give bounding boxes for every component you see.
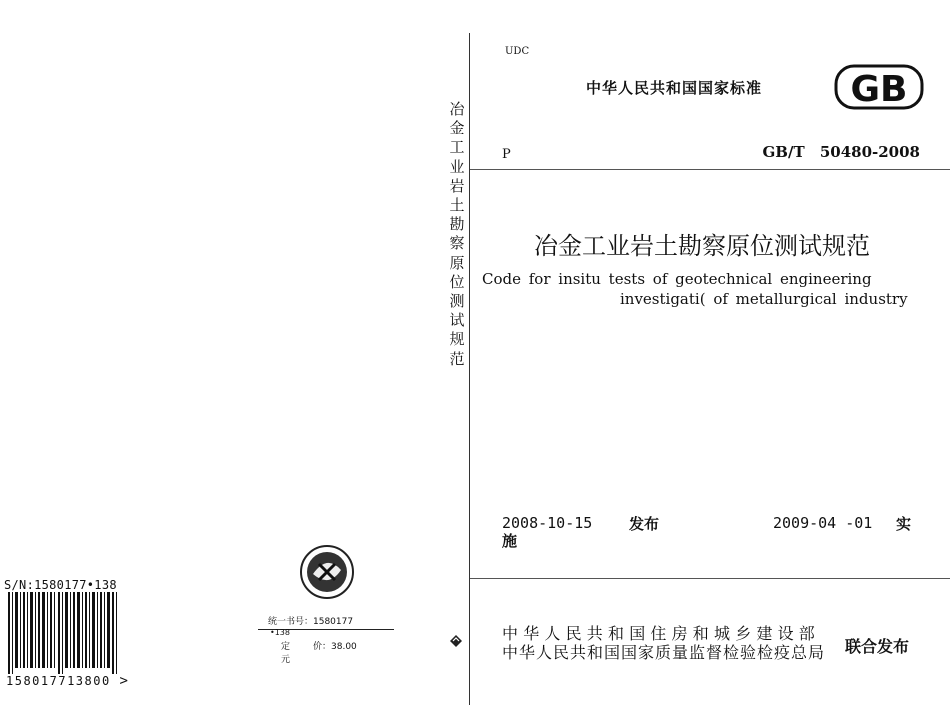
barcode [8, 592, 118, 674]
header-divider [470, 169, 950, 170]
classification-code: P [502, 147, 511, 162]
spine-line [469, 33, 470, 705]
publisher-line2: 中华人民共和国国家质量监督检验检疫总局 [502, 643, 826, 662]
main-title-en-line2: investigati( of metallurgical industry [620, 290, 908, 308]
price-label: 定 [281, 642, 291, 652]
book-number-suffix: •138 [270, 628, 290, 637]
price-value: 价：38.00 [313, 642, 357, 652]
spine-title: 冶金工业岩土勘察原位测试规范 [449, 100, 465, 368]
unified-book-number: 统一书号：1580177 [268, 617, 354, 627]
isbn-top-text: S/N:1580177•138 [4, 578, 117, 592]
publisher-line1: 中华人民共和国住房和城乡建设部 [502, 624, 821, 643]
publisher-seal-icon [299, 544, 355, 600]
main-title-cn: 冶金工业岩土勘察原位测试规范 [534, 232, 870, 260]
implement-label-1: 实 [896, 515, 912, 533]
main-title-en-line1: Code for insitu tests of geotechnical engineering [482, 270, 872, 288]
price-unit: 元 [281, 655, 291, 665]
standard-type: 中华人民共和国国家标准 [586, 79, 763, 97]
barcode-number: 158017713800 > [6, 673, 130, 689]
issue-date: 2008-10-15 [502, 514, 593, 532]
svg-text:GB: GB [850, 69, 908, 110]
publisher-mark-icon [449, 634, 463, 648]
udc-label: UDC [505, 46, 530, 57]
issue-label: 发布 [629, 515, 660, 533]
standard-number: GB/T 50480-2008 [762, 143, 920, 161]
footer-divider [470, 578, 950, 579]
gb-logo [834, 64, 924, 110]
joint-publish-label: 联合发布 [845, 637, 910, 656]
implement-label-2: 施 [502, 532, 518, 550]
implement-date: 2009-04 -01 [773, 514, 873, 532]
